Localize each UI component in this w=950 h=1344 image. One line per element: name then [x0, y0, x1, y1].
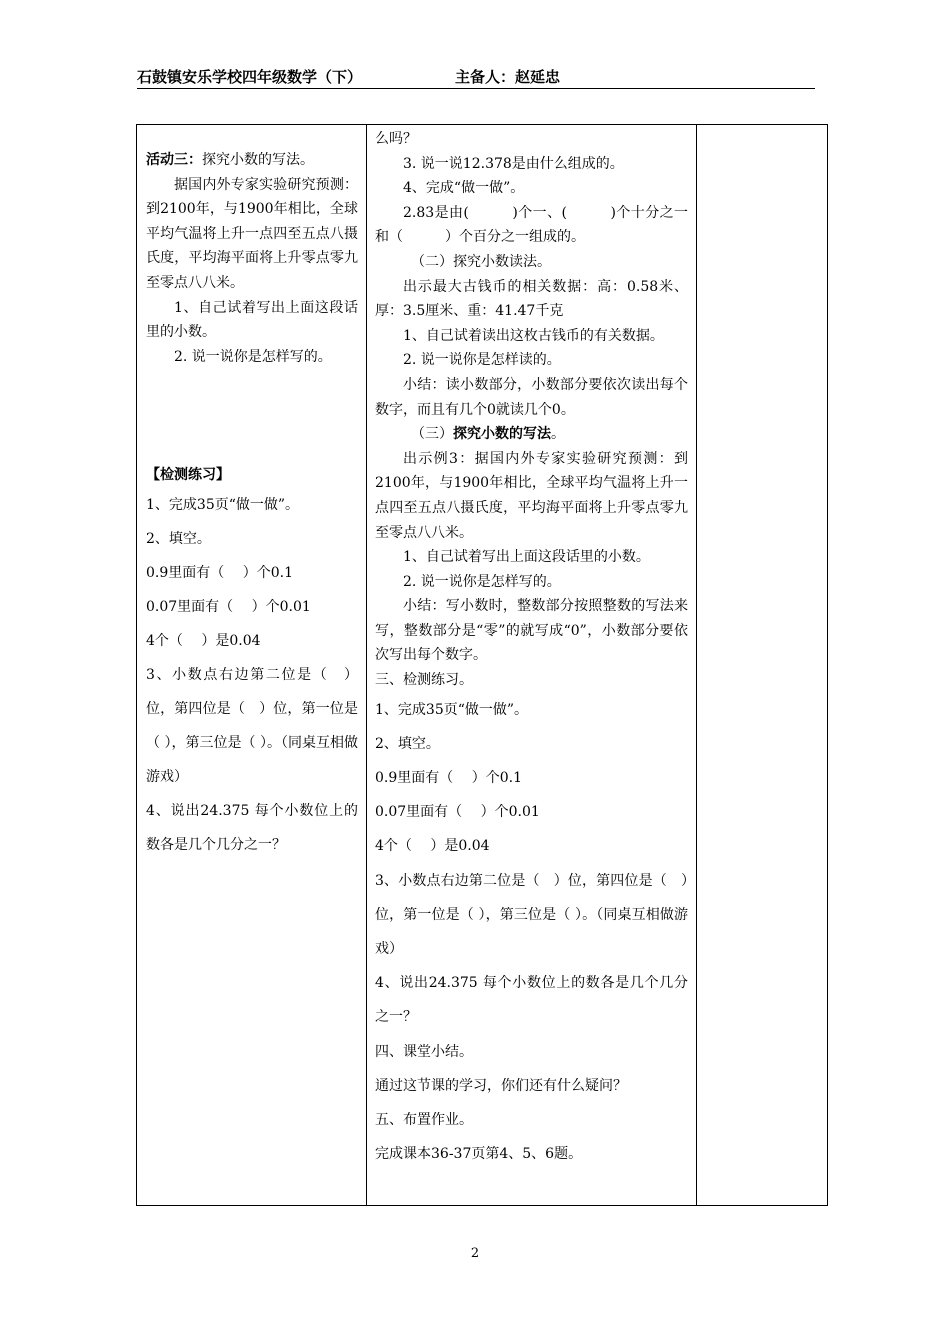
- practice-item: 0.07里面有（ ）个0.01: [146, 598, 311, 615]
- practice-item: 1、完成35页“做一做”。: [146, 496, 300, 513]
- preparer-name: 主备人：赵延忠: [455, 68, 561, 86]
- text-line: 么吗？: [375, 131, 417, 147]
- practice-heading: 【检测练习】: [146, 467, 230, 484]
- practice-item: 4个（ ）是0.04: [375, 838, 490, 855]
- practice-item: 1、完成35页“做一做”。: [375, 701, 529, 718]
- section-4-heading: 四、课堂小结。: [375, 1043, 473, 1060]
- practice-item: 4、说出24.375 每个小数位上的数各是几个几分之一？: [375, 975, 688, 1026]
- practice-item: 0.9里面有（ ）个0.1: [375, 770, 522, 787]
- section-5-heading: 五、布置作业。: [375, 1112, 473, 1129]
- activity-heading: 活动三：探究小数的写法。: [146, 152, 314, 168]
- text-line: 1、自己试着写出上面这段话里的小数。: [403, 549, 650, 566]
- example-3: 出示例3：据国内外专家实验研究预测：到2100年，与1900年相比，全球平均气温将上升一点四至五点八摄氏度，平均海平面将上升零点零九至零点八八米。: [375, 450, 688, 541]
- summary-writing: 小结：写小数时，整数部分按照整数的写法来写，整数部分是“零”的就写成“0”，小数部分要依次写出每个数字。: [375, 598, 688, 664]
- left-column: [146, 125, 358, 862]
- practice-item: 2、填空。: [375, 735, 440, 752]
- practice-item: 4个（ ）是0.04: [146, 632, 261, 649]
- text-line: 通过这节课的学习，你们还有什么疑问？: [375, 1077, 627, 1094]
- homework-line: 完成课本36-37页第4、5、6题。: [375, 1146, 583, 1163]
- activity-item-2: 2. 说一说你是怎样写的。: [174, 348, 332, 365]
- page-number: 2: [470, 1246, 480, 1261]
- practice-item: 3、小数点右边第二位是（ ）位，第四位是（ ）位，第一位是（ ），第三位是（ ）。（同桌互相做游戏）: [375, 872, 688, 958]
- coin-data: 出示最大古钱币的相关数据：高：0.58米、厚：3.5厘米、重：41.47千克: [375, 278, 688, 320]
- activity-paragraph: 据国内外专家实验研究预测：到2100年，与1900年相比，全球平均气温将上升一点四至五点八摄氏度，平均海平面将上升零点零九至零点八八米。: [146, 176, 358, 291]
- text-line: 4、完成“做一做”。: [403, 180, 525, 197]
- practice-item: 0.9里面有（ ）个0.1: [146, 564, 293, 581]
- text-line: 1、自己试着读出这枚古钱币的有关数据。: [403, 327, 664, 344]
- section-2-heading: （二）探究小数读法。: [411, 253, 551, 270]
- summary-reading: 小结：读小数部分，小数部分要依次读出每个数字，而且有几个0就读几个0。: [375, 376, 688, 418]
- activity-item-1: 1、自己试着写出上面这段话里的小数。: [146, 299, 358, 341]
- section-3-heading: （三）探究小数的写法。: [411, 426, 565, 443]
- lesson-table: [136, 124, 828, 1206]
- school-title: 石鼓镇安乐学校四年级数学（下）: [137, 68, 363, 86]
- page-header: [137, 66, 815, 89]
- text-line: 3. 说一说12.378是由什么组成的。: [403, 155, 624, 172]
- section-3-practice-heading: 三、检测练习。: [375, 672, 473, 689]
- text-line: 2. 说一说你是怎样读的。: [403, 352, 561, 369]
- practice-item: 2、填空。: [146, 530, 211, 547]
- text-line: 2. 说一说你是怎样写的。: [403, 573, 561, 590]
- column-divider-2: [696, 125, 697, 1205]
- middle-column: [375, 125, 688, 1172]
- column-divider-1: [366, 125, 367, 1205]
- practice-item: 3、小数点右边第二位是（ ）位，第四位是（ ）位，第一位是（ ），第三位是（ ）。（同桌互相做游戏）: [146, 666, 358, 785]
- practice-item: 0.07里面有（ ）个0.01: [375, 804, 540, 821]
- text-line: 2.83是由( )个一、( )个十分之一和（ ）个百分之一组成的。: [375, 204, 688, 246]
- practice-item: 4、说出24.375 每个小数位上的数各是几个几分之一？: [146, 802, 358, 853]
